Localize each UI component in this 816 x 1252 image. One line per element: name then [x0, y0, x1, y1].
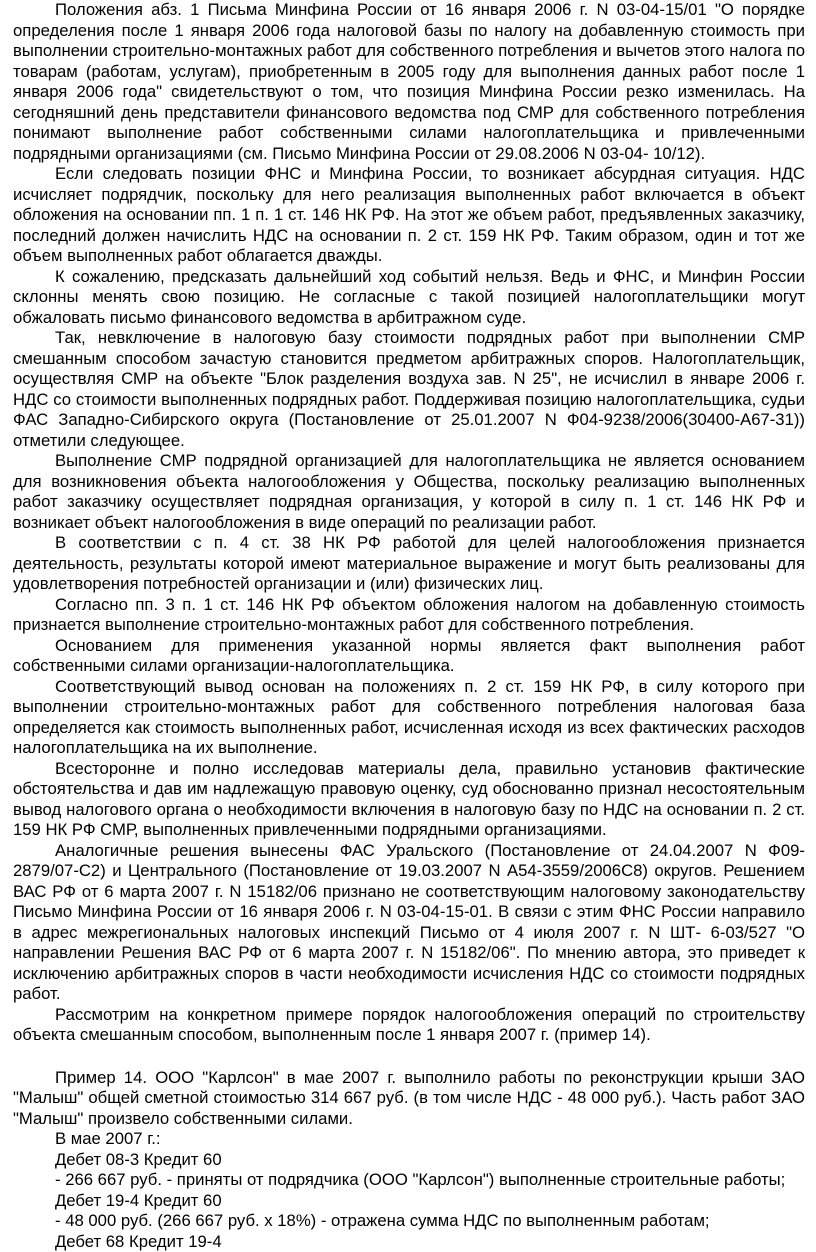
entry-amount-vat: - 48 000 руб. (266 667 руб. x 18%) - отражена сумма НДС по выполненным работам;	[55, 1211, 805, 1232]
document-page	[13, 0, 805, 1252]
paragraph-court-conclusion: Всесторонне и полно исследовав материалы дела, правильно установив фактические обстоятельства и дав им надлежащую правовую оценку, суд обоснованно признал несостоятельным вывод налогового органа о необходимости включения в налоговую базу по НДС на основании п. 2 ст. 159 НК РФ СМР, выполненных привлеченными подрядными организациями.	[13, 759, 805, 841]
entry-amount-works: - 266 667 руб. - приняты от подрядчика (ООО "Карлсон") выполненные строительные работы;	[55, 1170, 805, 1191]
entry-debit-19-4: Дебет 19-4 Кредит 60	[55, 1191, 805, 1212]
paragraph-unpredictable: К сожалению, предсказать дальнейший ход событий нельзя. Ведь и ФНС, и Минфин России склонны менять свою позицию. Не согласные с такой позицией налогоплательщики могут обжаловать письмо финансового ведомства в арбитражном суде.	[13, 267, 805, 329]
paragraph-arbitration-case: Так, невключение в налоговую базу стоимости подрядных работ при выполнении СМР смешанным способом зачастую становится предметом арбитражных споров. Налогоплательщик, осуществляя СМР на объекте "Блок разделения воздуха зав. N 25", не исчислил в январе 2006 г. НДС со стоимости выполненных подрядных работ. Поддерживая позицию налогоплательщика, судьи ФАС Западно-Сибирского округа (Постановление от 25.01.2007 N Ф04-9238/2006(30400-А67-31)) отметили следующее.	[13, 328, 805, 451]
paragraph-example-intro: Рассмотрим на конкретном примере порядок налогообложения операций по строительству объекта смешанным способом, выполненным после 1 января 2007 г. (пример 14).	[13, 1005, 805, 1046]
accounting-entries	[55, 1129, 805, 1252]
example-14-description: Пример 14. ООО "Карлсон" в мае 2007 г. выполнило работы по реконструкции крыши ЗАО "Малыш" общей сметной стоимостью 314 667 руб. (в том числе НДС - 48 000 руб.). Часть работ ЗАО "Малыш" произвело собственными силами.	[13, 1068, 805, 1130]
paragraph-basis: Основанием для применения указанной нормы является факт выполнения работ собственными силами организации-налогоплательщика.	[13, 636, 805, 677]
paragraph-similar-decisions: Аналогичные решения вынесены ФАС Уральского (Постановление от 24.04.2007 N Ф09-2879/07-С2) и Центрального (Постановление от 19.03.2007 N А54-3559/2006С8) округов. Решением ВАС РФ от 6 марта 2007 г. N 15182/06 признано не соответствующим налоговому законодательству Письмо Минфина России от 16 января 2006 г. N 03-04-15-01. В связи с этим ФНС России направило в адрес межрегиональных налоговых инспекций Письмо от 4 июля 2007 г. N ШТ- 6-03/527 "О направлении Решения ВАС РФ от 6 марта 2007 г. N 15182/06". По мнению автора, это приведет к исключению арбитражных споров в части необходимости исчисления НДС со стоимости подрядных работ.	[13, 841, 805, 1005]
paragraph-object-of-taxation: Согласно пп. 3 п. 1 ст. 146 НК РФ объектом обложения налогом на добавленную стоимость признается выполнение строительно-монтажных работ для собственного потребления.	[13, 595, 805, 636]
paragraph-contractor-smr: Выполнение СМР подрядной организацией для налогоплательщика не является основанием для возникновения объекта налогообложения у Общества, поскольку реализацию выполненных работ заказчику осуществляет подрядная организация, у которой в силу п. 1 ст. 146 НК РФ и возникает объект налогообложения в виде операций по реализации работ.	[13, 451, 805, 533]
entry-debit-68: Дебет 68 Кредит 19-4	[55, 1232, 805, 1252]
paragraph-absurd-situation: Если следовать позиции ФНС и Минфина России, то возникает абсурдная ситуация. НДС исчисляет подрядчик, поскольку для него реализация выполненных работ включается в объект обложения на основании пп. 1 п. 1 ст. 146 НК РФ. На этот же объем работ, предъявленных заказчику, последний должен начислить НДС на основании п. 2 ст. 159 НК РФ. Таким образом, один и тот же объем выполненных работ облагается дважды.	[13, 164, 805, 267]
paragraph-work-definition: В соответствии с п. 4 ст. 38 НК РФ работой для целей налогообложения признается деятельность, результаты которой имеют материальное выражение и могут быть реализованы для удовлетворения потребностей организации и (или) физических лиц.	[13, 533, 805, 595]
paragraph-minfin-position: Положения абз. 1 Письма Минфина России от 16 января 2006 г. N 03-04-15/01 "О порядке определения после 1 января 2006 года налоговой базы по налогу на добавленную стоимость при выполнении строительно-монтажных работ для собственного потребления и вычетов этого налога по товарам (работам, услугам), приобретенным в 2005 году для выполнения данных работ после 1 января 2006 года" свидетельствуют о том, что позиция Минфина России резко изменилась. На сегодняшний день представители финансового ведомства под СМР для собственного потребления понимают выполнение работ собственными силами налогоплательщика и привлеченными подрядными организациями (см. Письмо Минфина России от 29.08.2006 N 03-04- 10/12).	[13, 0, 805, 164]
entry-debit-08-3: Дебет 08-3 Кредит 60	[55, 1150, 805, 1171]
entry-period: В мае 2007 г.:	[55, 1129, 805, 1150]
paragraph-tax-base: Соответствующий вывод основан на положениях п. 2 ст. 159 НК РФ, в силу которого при выполнении строительно-монтажных работ для собственного потребления налоговая база определяется как стоимость выполненных работ, исчисленная исходя из всех фактических расходов налогоплательщика на их выполнение.	[13, 677, 805, 759]
